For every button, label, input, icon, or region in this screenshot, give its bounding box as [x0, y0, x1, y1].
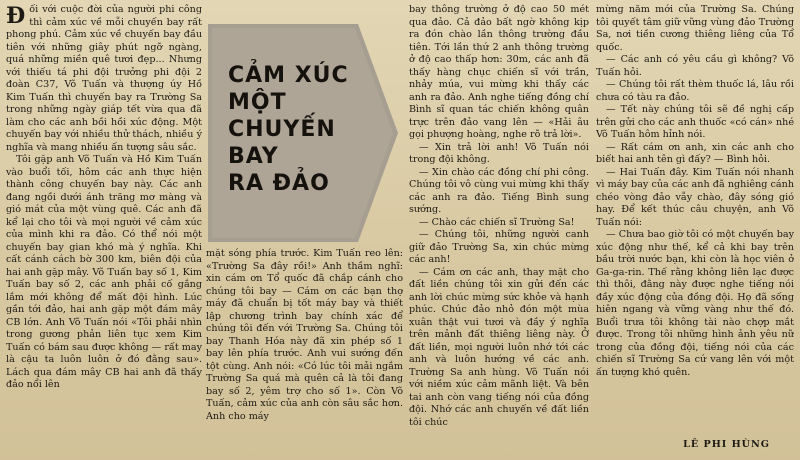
headline-line: BAY	[228, 144, 279, 169]
paragraph: — Chúng tôi, những người canh giữ đảo Trường Sa, xin chúc mừng các anh!	[409, 229, 589, 265]
paragraph: ối với cuộc đời của người phi công thì cảm xúc về mỗi chuyến bay rất phong phú. Cảm xúc về chuyến bay đầu tiên với những giây phút ngỡ ngàng, quá những miền quê tươi đẹp... Nhưng với thiếu tá phi đội trưởng phi đội 2 đoàn C37, Võ Tuấn và thượng úy Hồ Kim Tuấn thì chuyến bay ra Trường Sa trong những ngày giáp tết vừa qua đã làm cho các anh bồi hồi xúc động. Một chuyến bay với nhiều thử thách, nhiều ý nghĩa và mang nhiều ấn tượng sâu sắc.	[6, 4, 202, 153]
paragraph: — Cám ơn các anh, thay mặt cho đất liền chúng tôi xin gửi đến các anh lời chúc mừng sức khỏe và hạnh phúc. Chúc đảo nhỏ đón một mùa xuân thật vui tươi và đầy ý nghĩa trên mảnh đất thiêng liêng này. Ở đất liền, mọi người luôn nhớ tới các anh và luôn hướng về các anh. Trường Sa anh hùng. Võ Tuấn nói với niềm xúc cảm mãnh liệt. Và bên tai anh còn vang tiếng nói của đồng đội. Nhớ các anh chuyến về đất liền tôi chúc	[409, 266, 589, 428]
headline-line: RA ĐẢO	[228, 171, 330, 196]
paragraph: — Chào các chiến sĩ Trường Sa!	[419, 216, 575, 228]
article-column-1	[6, 4, 202, 452]
headline-title	[228, 62, 388, 197]
paragraph: — Tết này chúng tôi sẽ đề nghị cấp trên gửi cho các anh thuốc «có cán» nhé Võ Tuấn hôm hỉnh nói.	[596, 104, 794, 140]
article-column-2	[206, 248, 403, 452]
article-column-4	[596, 4, 794, 452]
paragraph: mặt sóng phía trước. Kim Tuấn reo lên: «Trường Sa đây rồi!» Anh thầm nghĩ: xin cám ơn Tổ quốc đã chắp cánh cho chúng tôi bay — Cám ơn các bạn thợ máy đã chuẩn bị tốt máy bay và thiết lập chương trình bay chính xác để chúng tôi đến với Trường Sa. Chúng tôi bay Thanh Hóa này đã xin phép số 1 bay lên phía trước. Anh vui sướng đến tột cùng. Anh nói: «Có lúc tôi mải ngắm Trường Sa quá mà quên cả là tôi đang bay số 2, yêm trợ cho số 1». Còn Võ Tuấn, cảm xúc của anh còn sâu sắc hơn. Anh cho máy	[206, 248, 403, 422]
headline-line: MỘT	[228, 90, 287, 115]
paragraph: — Các anh có yêu cầu gì không? Võ Tuấn hỏi.	[596, 54, 794, 78]
article-column-3	[409, 4, 589, 452]
paragraph: — Xin chào các đồng chí phi công. Chúng tôi vô cùng vui mừng khi thấy các anh ra đảo. Tiếng Bình sung sướng.	[409, 166, 589, 215]
drop-cap: Đ	[6, 4, 26, 29]
paragraph: — Xin trả lời anh! Võ Tuấn nói trong đội không.	[409, 141, 589, 165]
paragraph: — Chúng tôi rất thèm thuốc lá, lâu rồi chưa có tàu ra đảo.	[596, 79, 794, 103]
paragraph: — Chưa bao giờ tôi có một chuyến bay xúc động như thế, kể cả khi bay trên bầu trời nước bạn, khi còn là học viên ở Ga-ga-rin. Thế rằng không liên lạc được thì thôi, đằng này được nghe tiếng nói đầy xúc động của đồng đội. Họ đã sống hiên ngang và vững vàng như thế đó. Buổi trưa tôi không tài nào chợp mắt được. Trong tôi những hình ảnh yêu nữ trong của đồng đội, tiếng nói của các chiến sĩ Trường Sa cứ vang lên với một ấn tượng khó quên.	[596, 229, 794, 378]
headline-line: CẢM XÚC	[228, 63, 349, 88]
headline-box	[208, 24, 398, 242]
paragraph: bay thông trường ở độ cao 50 mét qua đảo. Cả đảo bất ngờ không kịp ra đón chào lần thông trường đầu tiên. Tới lần thứ 2 anh thông trường ở độ cao thấp hơn: 30m, các anh đã thấy hàng chục chiến sĩ với trần, nhảy múa, vui mừng khi thấy các anh ra đảo. Anh nghe tiếng đồng chí Bình sĩ quan tác chiến không quân trực trên đảo vang lên — «Hải âu gọi phượng hoàng, nghe rõ trả lời».	[409, 4, 589, 140]
paragraph: — Rất cám ơn anh, xin các anh cho biết hai anh tên gì đấy? — Bình hỏi.	[596, 141, 794, 165]
headline-line: CHUYẾN	[228, 117, 336, 142]
author-signature: LÊ PHI HÙNG	[683, 439, 770, 450]
paragraph: mừng năm mới của Trường Sa. Chúng tôi quyết tâm giữ vững vùng đảo Trường Sa, nơi tiền cương thiêng liêng của Tổ quốc.	[596, 4, 794, 53]
paragraph: — Hai Tuấn đây. Kim Tuấn nói nhanh vì máy bay của các anh đã nghiêng cánh chéo vòng đảo vẫy chào, đây sóng gió hay. Để kết thúc câu chuyện, anh Võ Tuấn nói:	[596, 166, 794, 228]
paragraph: Tôi gặp anh Võ Tuấn và Hồ Kim Tuấn vào buổi tối, hôm các anh thực hiện thành công chuyến bay này. Các anh đang ngồi dưới ánh trăng mơ màng và gió mát của một vùng quê. Các anh đã kể lại cho tôi và mọi người về cảm xúc của mình khi ra đảo. Có thể nói một chuyến bay gian khó mà ý nghĩa. Khi cất cánh cách bờ 300 km, biên đội của hai anh gặp mây. Võ Tuấn bay số 1, Kim Tuấn bay số 2, các anh phải cố gắng lắm mới không để mất đội hình. Lúc gần tới đảo, hai anh gặp một đám mây CB lớn. Anh Võ Tuấn nói «Tôi phải nhìn trong gương phản liên tục xem Kim Tuấn có bám sau được không — rất may là cậu ta luôn luôn ở đó đằng sau». Lách qua đám mây CB hai anh đã thấy đảo nổi lên	[6, 154, 202, 390]
